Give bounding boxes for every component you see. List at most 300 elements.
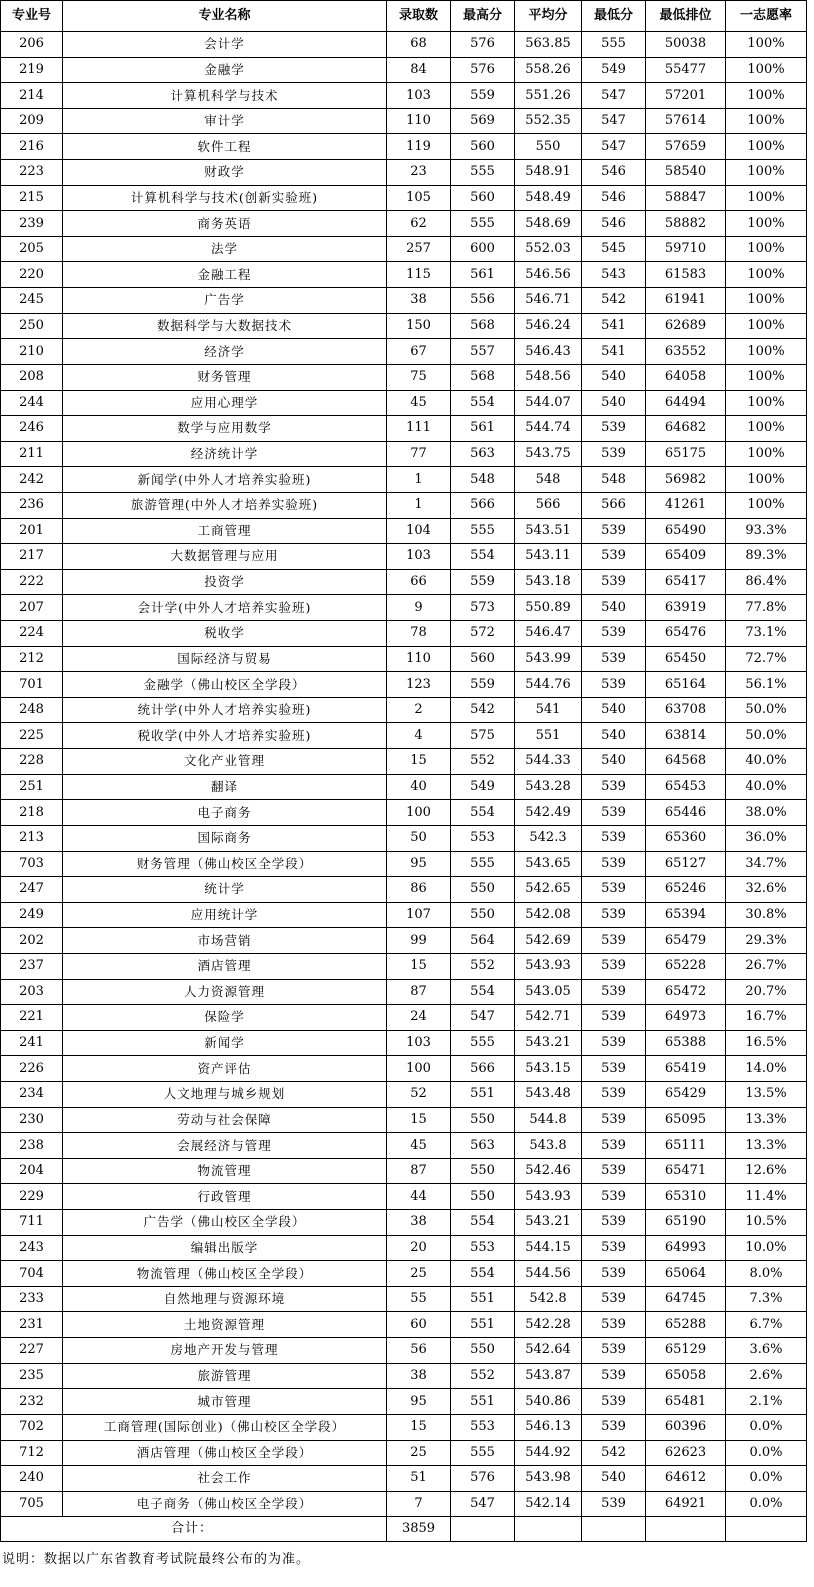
table-row bbox=[1, 902, 807, 928]
cell-min-rank: 65064 bbox=[646, 1261, 726, 1287]
cell-min-rank: 58540 bbox=[646, 160, 726, 186]
cell-admitted: 78 bbox=[387, 621, 451, 647]
cell-max-score: 568 bbox=[451, 364, 515, 390]
table-row bbox=[1, 1210, 807, 1236]
cell-major-name: 电子商务 bbox=[63, 800, 387, 826]
cell-min-rank: 64058 bbox=[646, 364, 726, 390]
total-value: 3859 bbox=[387, 1517, 451, 1542]
cell-max-score: 554 bbox=[451, 544, 515, 570]
cell-first-choice-rate: 93.3% bbox=[726, 518, 807, 544]
cell-major-name: 广告学（佛山校区全学段） bbox=[63, 1210, 387, 1236]
table-row bbox=[1, 672, 807, 698]
cell-major-code: 712 bbox=[1, 1440, 63, 1466]
cell-min-score: 555 bbox=[582, 32, 646, 58]
cell-min-rank: 64568 bbox=[646, 749, 726, 775]
cell-max-score: 555 bbox=[451, 518, 515, 544]
cell-admitted: 77 bbox=[387, 441, 451, 467]
cell-min-rank: 63919 bbox=[646, 595, 726, 621]
header-admitted: 录取数 bbox=[387, 1, 451, 32]
header-avg-score: 平均分 bbox=[515, 1, 582, 32]
cell-min-score: 549 bbox=[582, 57, 646, 83]
cell-admitted: 68 bbox=[387, 32, 451, 58]
cell-avg-score: 543.11 bbox=[515, 544, 582, 570]
cell-first-choice-rate: 100% bbox=[726, 108, 807, 134]
cell-min-rank: 65450 bbox=[646, 646, 726, 672]
cell-min-rank: 57659 bbox=[646, 134, 726, 160]
cell-max-score: 560 bbox=[451, 185, 515, 211]
cell-major-name: 国际经济与贸易 bbox=[63, 646, 387, 672]
cell-major-code: 219 bbox=[1, 57, 63, 83]
cell-min-score: 539 bbox=[582, 621, 646, 647]
cell-min-rank: 64921 bbox=[646, 1491, 726, 1517]
cell-avg-score: 550 bbox=[515, 134, 582, 160]
cell-avg-score: 543.15 bbox=[515, 1056, 582, 1082]
cell-admitted: 56 bbox=[387, 1338, 451, 1364]
cell-max-score: 576 bbox=[451, 1466, 515, 1492]
table-row bbox=[1, 83, 807, 109]
cell-min-rank: 58847 bbox=[646, 185, 726, 211]
cell-major-name: 金融工程 bbox=[63, 262, 387, 288]
cell-min-rank: 65476 bbox=[646, 621, 726, 647]
cell-major-name: 国际商务 bbox=[63, 825, 387, 851]
cell-major-name: 经济统计学 bbox=[63, 441, 387, 467]
cell-avg-score: 544.15 bbox=[515, 1235, 582, 1261]
cell-avg-score: 543.93 bbox=[515, 1184, 582, 1210]
cell-major-name: 社会工作 bbox=[63, 1466, 387, 1492]
cell-min-score: 539 bbox=[582, 1389, 646, 1415]
cell-major-code: 221 bbox=[1, 1005, 63, 1031]
cell-first-choice-rate: 100% bbox=[726, 236, 807, 262]
cell-avg-score: 542.64 bbox=[515, 1338, 582, 1364]
cell-admitted: 15 bbox=[387, 1107, 451, 1133]
header-row bbox=[1, 1, 807, 32]
cell-first-choice-rate: 77.8% bbox=[726, 595, 807, 621]
table-row bbox=[1, 390, 807, 416]
cell-major-name: 大数据管理与应用 bbox=[63, 544, 387, 570]
cell-avg-score: 543.48 bbox=[515, 1081, 582, 1107]
cell-min-score: 539 bbox=[582, 1363, 646, 1389]
cell-min-rank: 55477 bbox=[646, 57, 726, 83]
cell-major-name: 资产评估 bbox=[63, 1056, 387, 1082]
cell-major-code: 702 bbox=[1, 1414, 63, 1440]
cell-first-choice-rate: 13.5% bbox=[726, 1081, 807, 1107]
cell-min-score: 539 bbox=[582, 851, 646, 877]
cell-avg-score: 546.56 bbox=[515, 262, 582, 288]
cell-avg-score: 543.18 bbox=[515, 569, 582, 595]
cell-major-name: 税收学(中外人才培养实验班) bbox=[63, 723, 387, 749]
cell-major-code: 232 bbox=[1, 1389, 63, 1415]
table-row bbox=[1, 749, 807, 775]
cell-first-choice-rate: 13.3% bbox=[726, 1133, 807, 1159]
header-major-name: 专业名称 bbox=[63, 1, 387, 32]
cell-major-name: 物流管理（佛山校区全学段） bbox=[63, 1261, 387, 1287]
cell-major-code: 216 bbox=[1, 134, 63, 160]
cell-avg-score: 548 bbox=[515, 467, 582, 493]
cell-major-code: 234 bbox=[1, 1081, 63, 1107]
table-row bbox=[1, 1414, 807, 1440]
table-row bbox=[1, 364, 807, 390]
cell-min-score: 539 bbox=[582, 928, 646, 954]
cell-min-score: 539 bbox=[582, 1184, 646, 1210]
cell-max-score: 550 bbox=[451, 902, 515, 928]
cell-major-name: 市场营销 bbox=[63, 928, 387, 954]
cell-first-choice-rate: 100% bbox=[726, 441, 807, 467]
cell-avg-score: 566 bbox=[515, 492, 582, 518]
cell-max-score: 554 bbox=[451, 390, 515, 416]
cell-min-score: 539 bbox=[582, 1414, 646, 1440]
cell-major-code: 251 bbox=[1, 774, 63, 800]
cell-max-score: 555 bbox=[451, 1440, 515, 1466]
cell-avg-score: 558.26 bbox=[515, 57, 582, 83]
cell-first-choice-rate: 86.4% bbox=[726, 569, 807, 595]
cell-admitted: 62 bbox=[387, 211, 451, 237]
cell-admitted: 40 bbox=[387, 774, 451, 800]
cell-avg-score: 546.24 bbox=[515, 313, 582, 339]
cell-first-choice-rate: 100% bbox=[726, 339, 807, 365]
cell-max-score: 550 bbox=[451, 877, 515, 903]
cell-min-score: 541 bbox=[582, 313, 646, 339]
cell-major-code: 238 bbox=[1, 1133, 63, 1159]
cell-avg-score: 542.3 bbox=[515, 825, 582, 851]
cell-min-rank: 64494 bbox=[646, 390, 726, 416]
cell-avg-score: 542.65 bbox=[515, 877, 582, 903]
cell-min-rank: 65360 bbox=[646, 825, 726, 851]
cell-first-choice-rate: 100% bbox=[726, 288, 807, 314]
cell-first-choice-rate: 29.3% bbox=[726, 928, 807, 954]
cell-avg-score: 542.46 bbox=[515, 1158, 582, 1184]
cell-major-name: 计算机科学与技术 bbox=[63, 83, 387, 109]
cell-major-code: 218 bbox=[1, 800, 63, 826]
table-row bbox=[1, 1491, 807, 1517]
cell-major-code: 217 bbox=[1, 544, 63, 570]
cell-min-score: 539 bbox=[582, 1133, 646, 1159]
total-empty-cell bbox=[582, 1517, 646, 1542]
cell-major-name: 金融学（佛山校区全学段） bbox=[63, 672, 387, 698]
cell-major-name: 应用心理学 bbox=[63, 390, 387, 416]
cell-major-code: 212 bbox=[1, 646, 63, 672]
cell-min-score: 539 bbox=[582, 902, 646, 928]
cell-admitted: 107 bbox=[387, 902, 451, 928]
cell-major-code: 703 bbox=[1, 851, 63, 877]
cell-first-choice-rate: 100% bbox=[726, 416, 807, 442]
cell-min-rank: 50038 bbox=[646, 32, 726, 58]
cell-first-choice-rate: 40.0% bbox=[726, 749, 807, 775]
table-row bbox=[1, 1466, 807, 1492]
cell-max-score: 556 bbox=[451, 288, 515, 314]
cell-major-name: 自然地理与资源环境 bbox=[63, 1286, 387, 1312]
cell-min-score: 540 bbox=[582, 1466, 646, 1492]
cell-major-name: 金融学 bbox=[63, 57, 387, 83]
cell-min-rank: 61941 bbox=[646, 288, 726, 314]
cell-major-code: 205 bbox=[1, 236, 63, 262]
cell-major-code: 248 bbox=[1, 697, 63, 723]
cell-min-score: 539 bbox=[582, 800, 646, 826]
cell-min-score: 540 bbox=[582, 595, 646, 621]
table-row bbox=[1, 1056, 807, 1082]
cell-max-score: 553 bbox=[451, 1235, 515, 1261]
cell-admitted: 1 bbox=[387, 492, 451, 518]
table-row bbox=[1, 518, 807, 544]
cell-admitted: 119 bbox=[387, 134, 451, 160]
cell-avg-score: 543.28 bbox=[515, 774, 582, 800]
cell-max-score: 555 bbox=[451, 1030, 515, 1056]
cell-max-score: 561 bbox=[451, 262, 515, 288]
cell-avg-score: 552.03 bbox=[515, 236, 582, 262]
cell-avg-score: 548.91 bbox=[515, 160, 582, 186]
cell-avg-score: 543.51 bbox=[515, 518, 582, 544]
cell-min-rank: 64612 bbox=[646, 1466, 726, 1492]
header-first-choice-rate: 一志愿率 bbox=[726, 1, 807, 32]
cell-major-code: 203 bbox=[1, 979, 63, 1005]
cell-max-score: 542 bbox=[451, 697, 515, 723]
cell-min-rank: 65472 bbox=[646, 979, 726, 1005]
cell-min-rank: 65228 bbox=[646, 953, 726, 979]
cell-min-score: 539 bbox=[582, 441, 646, 467]
cell-major-name: 人文地理与城乡规划 bbox=[63, 1081, 387, 1107]
cell-first-choice-rate: 8.0% bbox=[726, 1261, 807, 1287]
total-label: 合计： bbox=[1, 1517, 387, 1542]
cell-admitted: 87 bbox=[387, 979, 451, 1005]
cell-min-rank: 65471 bbox=[646, 1158, 726, 1184]
table-row bbox=[1, 723, 807, 749]
cell-max-score: 575 bbox=[451, 723, 515, 749]
cell-major-name: 旅游管理(中外人才培养实验班) bbox=[63, 492, 387, 518]
cell-max-score: 551 bbox=[451, 1081, 515, 1107]
cell-admitted: 111 bbox=[387, 416, 451, 442]
cell-major-code: 231 bbox=[1, 1312, 63, 1338]
cell-admitted: 99 bbox=[387, 928, 451, 954]
table-row bbox=[1, 621, 807, 647]
cell-admitted: 67 bbox=[387, 339, 451, 365]
cell-max-score: 554 bbox=[451, 1261, 515, 1287]
cell-first-choice-rate: 34.7% bbox=[726, 851, 807, 877]
cell-admitted: 103 bbox=[387, 544, 451, 570]
cell-major-code: 222 bbox=[1, 569, 63, 595]
cell-major-name: 土地资源管理 bbox=[63, 1312, 387, 1338]
cell-min-rank: 60396 bbox=[646, 1414, 726, 1440]
cell-min-rank: 65129 bbox=[646, 1338, 726, 1364]
cell-admitted: 50 bbox=[387, 825, 451, 851]
footnote: 说明：数据以广东省教育考试院最终公布的为准。 bbox=[2, 1552, 311, 1567]
cell-major-name: 审计学 bbox=[63, 108, 387, 134]
cell-max-score: 560 bbox=[451, 134, 515, 160]
cell-max-score: 563 bbox=[451, 441, 515, 467]
cell-admitted: 103 bbox=[387, 1030, 451, 1056]
cell-major-name: 房地产开发与管理 bbox=[63, 1338, 387, 1364]
cell-major-name: 人力资源管理 bbox=[63, 979, 387, 1005]
cell-avg-score: 542.28 bbox=[515, 1312, 582, 1338]
table-row bbox=[1, 236, 807, 262]
cell-min-rank: 65453 bbox=[646, 774, 726, 800]
cell-first-choice-rate: 10.0% bbox=[726, 1235, 807, 1261]
cell-major-code: 245 bbox=[1, 288, 63, 314]
cell-major-name: 旅游管理 bbox=[63, 1363, 387, 1389]
cell-min-score: 546 bbox=[582, 211, 646, 237]
cell-major-code: 237 bbox=[1, 953, 63, 979]
cell-min-rank: 64745 bbox=[646, 1286, 726, 1312]
table-row bbox=[1, 339, 807, 365]
cell-min-score: 539 bbox=[582, 774, 646, 800]
cell-major-name: 工商管理(国际创业)（佛山校区全学段） bbox=[63, 1414, 387, 1440]
cell-max-score: 553 bbox=[451, 1414, 515, 1440]
cell-avg-score: 548.69 bbox=[515, 211, 582, 237]
cell-avg-score: 543.93 bbox=[515, 953, 582, 979]
cell-min-rank: 62689 bbox=[646, 313, 726, 339]
cell-min-rank: 61583 bbox=[646, 262, 726, 288]
table-row bbox=[1, 1133, 807, 1159]
cell-admitted: 1 bbox=[387, 467, 451, 493]
cell-max-score: 559 bbox=[451, 83, 515, 109]
cell-major-code: 223 bbox=[1, 160, 63, 186]
table-row bbox=[1, 134, 807, 160]
cell-major-name: 电子商务（佛山校区全学段） bbox=[63, 1491, 387, 1517]
cell-avg-score: 544.33 bbox=[515, 749, 582, 775]
cell-first-choice-rate: 50.0% bbox=[726, 723, 807, 749]
cell-first-choice-rate: 7.3% bbox=[726, 1286, 807, 1312]
cell-avg-score: 546.71 bbox=[515, 288, 582, 314]
cell-first-choice-rate: 16.7% bbox=[726, 1005, 807, 1031]
cell-first-choice-rate: 100% bbox=[726, 32, 807, 58]
cell-avg-score: 548.56 bbox=[515, 364, 582, 390]
cell-major-name: 统计学(中外人才培养实验班) bbox=[63, 697, 387, 723]
cell-admitted: 100 bbox=[387, 1056, 451, 1082]
cell-admitted: 15 bbox=[387, 953, 451, 979]
cell-admitted: 38 bbox=[387, 288, 451, 314]
cell-avg-score: 543.98 bbox=[515, 1466, 582, 1492]
cell-admitted: 123 bbox=[387, 672, 451, 698]
cell-admitted: 52 bbox=[387, 1081, 451, 1107]
cell-avg-score: 543.21 bbox=[515, 1030, 582, 1056]
cell-min-score: 566 bbox=[582, 492, 646, 518]
cell-min-rank: 57614 bbox=[646, 108, 726, 134]
cell-admitted: 2 bbox=[387, 697, 451, 723]
cell-min-score: 540 bbox=[582, 749, 646, 775]
header-major-code: 专业号 bbox=[1, 1, 63, 32]
cell-max-score: 566 bbox=[451, 492, 515, 518]
table-row bbox=[1, 979, 807, 1005]
cell-major-code: 227 bbox=[1, 1338, 63, 1364]
cell-avg-score: 544.8 bbox=[515, 1107, 582, 1133]
cell-min-score: 540 bbox=[582, 697, 646, 723]
cell-min-rank: 64973 bbox=[646, 1005, 726, 1031]
table-row bbox=[1, 569, 807, 595]
cell-min-score: 543 bbox=[582, 262, 646, 288]
cell-min-rank: 65481 bbox=[646, 1389, 726, 1415]
cell-first-choice-rate: 36.0% bbox=[726, 825, 807, 851]
cell-major-name: 会计学(中外人才培养实验班) bbox=[63, 595, 387, 621]
cell-first-choice-rate: 38.0% bbox=[726, 800, 807, 826]
cell-max-score: 550 bbox=[451, 1158, 515, 1184]
header-min-score: 最低分 bbox=[582, 1, 646, 32]
table-row bbox=[1, 825, 807, 851]
cell-avg-score: 544.76 bbox=[515, 672, 582, 698]
cell-major-code: 211 bbox=[1, 441, 63, 467]
cell-major-code: 224 bbox=[1, 621, 63, 647]
cell-max-score: 550 bbox=[451, 1107, 515, 1133]
table-row bbox=[1, 1235, 807, 1261]
cell-avg-score: 540.86 bbox=[515, 1389, 582, 1415]
cell-major-name: 数学与应用数学 bbox=[63, 416, 387, 442]
cell-first-choice-rate: 100% bbox=[726, 57, 807, 83]
cell-major-name: 经济学 bbox=[63, 339, 387, 365]
cell-major-name: 翻译 bbox=[63, 774, 387, 800]
table-row bbox=[1, 646, 807, 672]
cell-admitted: 66 bbox=[387, 569, 451, 595]
cell-min-score: 539 bbox=[582, 518, 646, 544]
cell-max-score: 554 bbox=[451, 979, 515, 1005]
cell-min-rank: 65388 bbox=[646, 1030, 726, 1056]
cell-avg-score: 543.21 bbox=[515, 1210, 582, 1236]
table-row bbox=[1, 492, 807, 518]
table-row bbox=[1, 1440, 807, 1466]
cell-major-name: 软件工程 bbox=[63, 134, 387, 160]
cell-first-choice-rate: 50.0% bbox=[726, 697, 807, 723]
cell-min-score: 542 bbox=[582, 288, 646, 314]
cell-max-score: 563 bbox=[451, 1133, 515, 1159]
cell-min-score: 545 bbox=[582, 236, 646, 262]
cell-max-score: 548 bbox=[451, 467, 515, 493]
table-row bbox=[1, 1158, 807, 1184]
cell-major-code: 250 bbox=[1, 313, 63, 339]
cell-admitted: 45 bbox=[387, 1133, 451, 1159]
cell-admitted: 60 bbox=[387, 1312, 451, 1338]
table-row bbox=[1, 595, 807, 621]
cell-avg-score: 544.74 bbox=[515, 416, 582, 442]
cell-min-rank: 63814 bbox=[646, 723, 726, 749]
cell-max-score: 550 bbox=[451, 1184, 515, 1210]
cell-major-name: 酒店管理（佛山校区全学段） bbox=[63, 1440, 387, 1466]
cell-min-rank: 65409 bbox=[646, 544, 726, 570]
cell-major-name: 城市管理 bbox=[63, 1389, 387, 1415]
cell-min-score: 539 bbox=[582, 877, 646, 903]
cell-admitted: 110 bbox=[387, 646, 451, 672]
cell-first-choice-rate: 100% bbox=[726, 83, 807, 109]
cell-first-choice-rate: 14.0% bbox=[726, 1056, 807, 1082]
cell-major-name: 应用统计学 bbox=[63, 902, 387, 928]
cell-major-code: 214 bbox=[1, 83, 63, 109]
cell-avg-score: 543.65 bbox=[515, 851, 582, 877]
cell-max-score: 566 bbox=[451, 1056, 515, 1082]
cell-min-rank: 65446 bbox=[646, 800, 726, 826]
cell-max-score: 547 bbox=[451, 1005, 515, 1031]
cell-admitted: 9 bbox=[387, 595, 451, 621]
cell-admitted: 23 bbox=[387, 160, 451, 186]
cell-min-rank: 65058 bbox=[646, 1363, 726, 1389]
cell-max-score: 576 bbox=[451, 57, 515, 83]
table-row bbox=[1, 1107, 807, 1133]
cell-max-score: 561 bbox=[451, 416, 515, 442]
table-row bbox=[1, 1261, 807, 1287]
cell-major-code: 209 bbox=[1, 108, 63, 134]
cell-min-score: 539 bbox=[582, 544, 646, 570]
cell-admitted: 95 bbox=[387, 1389, 451, 1415]
cell-max-score: 555 bbox=[451, 851, 515, 877]
cell-max-score: 559 bbox=[451, 672, 515, 698]
table-row bbox=[1, 313, 807, 339]
cell-max-score: 564 bbox=[451, 928, 515, 954]
cell-avg-score: 551.26 bbox=[515, 83, 582, 109]
cell-admitted: 24 bbox=[387, 1005, 451, 1031]
table-row bbox=[1, 467, 807, 493]
cell-major-code: 229 bbox=[1, 1184, 63, 1210]
cell-major-code: 711 bbox=[1, 1210, 63, 1236]
cell-max-score: 550 bbox=[451, 1338, 515, 1364]
cell-first-choice-rate: 12.6% bbox=[726, 1158, 807, 1184]
cell-min-score: 539 bbox=[582, 953, 646, 979]
cell-major-name: 新闻学 bbox=[63, 1030, 387, 1056]
cell-avg-score: 551 bbox=[515, 723, 582, 749]
cell-min-rank: 65417 bbox=[646, 569, 726, 595]
